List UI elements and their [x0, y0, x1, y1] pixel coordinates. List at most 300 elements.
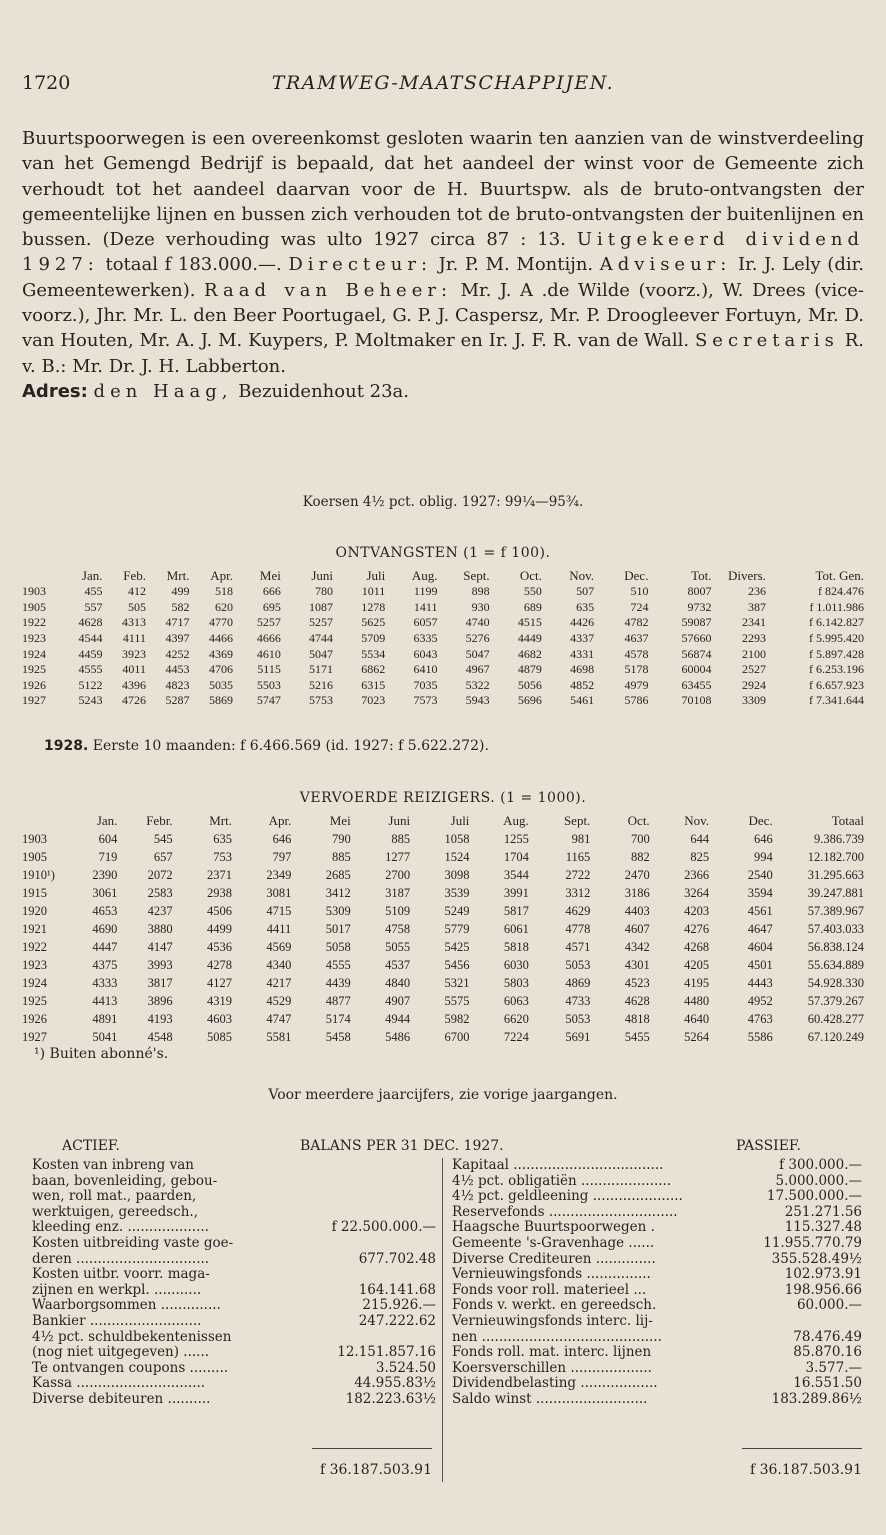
table-cell: 4319 [206, 993, 232, 1008]
table-cell: 4569 [266, 939, 292, 954]
table-cell: 5747 [256, 693, 281, 708]
table-row [22, 830, 864, 848]
table-cell: 5461 [570, 693, 595, 708]
note-year: 1928. [44, 738, 89, 754]
table-cell: 4411 [266, 921, 292, 936]
ontvangsten-header [22, 568, 864, 584]
table-cell: 2390 [92, 867, 118, 882]
balance-amount: 3.577.— [805, 1359, 862, 1376]
table-cell: 6061 [503, 921, 529, 936]
table-cell: 700 [630, 831, 650, 846]
raad-label: Raad van Beheer: [204, 279, 453, 301]
balance-row [32, 1376, 436, 1392]
table-cell: 4607 [624, 921, 650, 936]
balance-label: Bankier .......................... [32, 1312, 202, 1329]
reizigers-header-row [22, 812, 864, 830]
row-year: 1915 [22, 885, 47, 900]
table-row [22, 920, 864, 938]
balance-row [452, 1236, 862, 1252]
balance-amount: 16.551.50 [793, 1375, 862, 1392]
ontvangsten-table [22, 568, 864, 709]
table-cell: 5122 [78, 677, 103, 692]
table-cell: 4515 [517, 615, 542, 630]
balans-header [0, 1138, 886, 1156]
adres-label: Adres: [22, 380, 88, 402]
secretaris-value: R. v. B.: Mr. Dr. J. H. Labberton. [22, 330, 864, 377]
table-cell: 3061 [92, 885, 118, 900]
table-cell: 6700 [444, 1029, 470, 1044]
directeur-value: Jr. P. M. Montijn. [438, 254, 594, 276]
table-row [22, 848, 864, 866]
table-cell: 1704 [503, 849, 529, 864]
table-cell: 4747 [266, 1011, 292, 1026]
balance-row [452, 1205, 862, 1221]
table-cell: 3539 [444, 885, 470, 900]
table-cell: f 5.897.428 [809, 646, 864, 661]
table-cell: 4877 [325, 993, 351, 1008]
balance-label: 4½ pct. schuldbekentenissen [32, 1328, 232, 1345]
table-cell: 4682 [517, 646, 542, 661]
table-cell: 3081 [266, 885, 292, 900]
table-cell: 797 [272, 849, 292, 864]
table-row [22, 600, 864, 616]
table-row [22, 631, 864, 647]
table-cell: 5581 [266, 1029, 292, 1044]
table-cell: f 5.995.420 [809, 631, 864, 646]
table-cell: 4443 [747, 975, 773, 990]
raad-value: Mr. J. A .de Wilde (voorz.), W. Drees (vice-voorz.), Jhr. Mr. L. den Beer Poortugael, G. P. J. Caspersz, Mr. P. Droogleever Fortuyn, Mr. D. van Houten, Mr. A. J. M. Kuypers, P. Moltmaker en Ir. J. F. R. van de Wall. [22, 279, 864, 352]
table-cell: 2072 [147, 867, 173, 882]
balance-row [32, 1392, 436, 1408]
table-cell: 4466 [208, 631, 233, 646]
table-cell: 4205 [684, 957, 710, 972]
table-cell: 5257 [309, 615, 334, 630]
table-cell: 4698 [570, 662, 595, 677]
table-cell: 825 [690, 849, 710, 864]
balance-label: 4½ pct. geldleening ..................... [452, 1188, 683, 1205]
table-cell: 6410 [413, 662, 438, 677]
balance-row [452, 1267, 862, 1283]
row-year: 1923 [22, 957, 47, 972]
directeur-label: Directeur: [288, 254, 433, 276]
ontvangsten-body [22, 584, 864, 709]
balance-row [452, 1330, 862, 1346]
table-cell: 4715 [266, 903, 292, 918]
table-cell: 5309 [325, 903, 351, 918]
reizigers-header [22, 812, 864, 830]
balance-amount: 3.524.50 [375, 1359, 436, 1376]
ontvangsten-header-row [22, 568, 864, 584]
table-cell: 6315 [361, 677, 386, 692]
balance-label: Kosten uitbr. voorr. maga- [32, 1266, 210, 1283]
balance-row [32, 1361, 436, 1377]
dividend-label: Uitgekeerd dividend 1927: [22, 229, 865, 276]
table-cell: 4499 [206, 921, 232, 936]
ontvangsten-column-header: Nov. [569, 568, 595, 583]
table-cell: 3923 [121, 646, 146, 661]
ontvangsten-column-header [22, 568, 55, 584]
ontvangsten-column-header: Divers. [728, 568, 766, 583]
table-cell: 7035 [413, 677, 438, 692]
table-cell: 3309 [741, 693, 766, 708]
table-cell: f 1.011.986 [809, 599, 864, 614]
table-cell: 5455 [624, 1029, 650, 1044]
table-row [22, 678, 864, 694]
table-cell: 6043 [413, 646, 438, 661]
table-cell: 4203 [684, 903, 710, 918]
reizigers-column-header: Febr. [146, 813, 173, 828]
table-cell: 5322 [465, 677, 490, 692]
balance-label: Te ontvangen coupons ......... [32, 1359, 229, 1376]
table-cell: 4770 [208, 615, 233, 630]
table-cell: 5817 [503, 903, 529, 918]
balance-label: Diverse debiteuren .......... [32, 1390, 211, 1407]
table-cell: 6335 [413, 631, 438, 646]
table-row [22, 902, 864, 920]
table-cell: 4944 [385, 1011, 411, 1026]
balance-label: (nog niet uitgegeven) ...... [32, 1344, 210, 1361]
table-cell: 6862 [361, 662, 386, 677]
table-cell: 4111 [122, 631, 146, 646]
table-cell: 4782 [624, 615, 649, 630]
row-year: 1924 [22, 646, 46, 661]
table-row [22, 974, 864, 992]
table-row [22, 1028, 864, 1046]
balance-row [452, 1314, 862, 1330]
table-cell: 4439 [325, 975, 351, 990]
balance-label: Fonds roll. mat. interc. lijnen [452, 1344, 652, 1361]
table-cell: 4447 [92, 939, 118, 954]
reizigers-column-header: Dec. [748, 813, 773, 828]
table-cell: 898 [471, 584, 490, 599]
table-cell: 5321 [444, 975, 470, 990]
row-year: 1920 [22, 903, 47, 918]
table-cell: 4647 [747, 921, 773, 936]
table-cell: 4555 [78, 662, 103, 677]
table-cell: 4628 [624, 993, 650, 1008]
table-cell: 5456 [444, 957, 470, 972]
table-cell: 5171 [309, 662, 334, 677]
table-cell: 4979 [624, 677, 649, 692]
table-cell: 5575 [444, 993, 470, 1008]
table-cell: 4818 [624, 1011, 650, 1026]
table-cell: 5425 [444, 939, 470, 954]
table-cell: 635 [213, 831, 232, 846]
table-cell: 2583 [147, 885, 173, 900]
balance-row [32, 1189, 436, 1205]
ontvangsten-column-header: Sept. [463, 568, 490, 583]
balance-amount: 355.528.49½ [771, 1250, 862, 1267]
ontvangsten-column-header: Feb. [123, 568, 146, 583]
page-number: 1720 [22, 72, 71, 94]
balance-row [32, 1174, 436, 1190]
table-row [22, 615, 864, 631]
balance-label: kleeding enz. ................... [32, 1219, 209, 1236]
balance-label: Dividendbelasting .................. [452, 1375, 658, 1392]
table-cell: 4823 [165, 677, 190, 692]
reizigers-body [22, 830, 864, 1046]
table-cell: 57660 [681, 631, 712, 646]
balans-title: BALANS PER 31 DEC. 1927. [300, 1138, 504, 1154]
table-cell: 4690 [92, 921, 118, 936]
table-cell: 2938 [206, 885, 232, 900]
table-cell: 4726 [121, 693, 146, 708]
table-cell: 4952 [747, 993, 773, 1008]
balance-amount: 78.476.49 [793, 1328, 862, 1345]
table-cell: 4763 [747, 1011, 773, 1026]
table-cell: 505 [127, 599, 146, 614]
reizigers-column-header: Totaal [831, 813, 864, 828]
row-year: 1923 [22, 631, 46, 646]
table-cell: 4733 [565, 993, 591, 1008]
table-cell: 5174 [325, 1011, 351, 1026]
balance-label: wen, roll mat., paarden, [32, 1188, 197, 1205]
table-cell: 4706 [208, 662, 233, 677]
table-cell: 3544 [503, 867, 529, 882]
table-cell: 4340 [266, 957, 292, 972]
balance-amount: 182.223.63½ [345, 1390, 436, 1407]
reizigers-column-header [22, 812, 60, 830]
table-cell: 60.428.277 [807, 1011, 864, 1026]
ontvangsten-column-header: Juli [366, 568, 386, 583]
adres-value: Bezuidenhout 23a. [238, 380, 410, 402]
table-cell: 412 [127, 584, 146, 599]
reizigers-column-header: Nov. [684, 813, 710, 828]
reizigers-column-header: Juni [388, 813, 411, 828]
table-cell: 620 [214, 599, 233, 614]
reizigers-column-header: Mei [329, 813, 351, 828]
table-cell: 5109 [385, 903, 411, 918]
table-cell: 4555 [325, 957, 351, 972]
table-cell: 4375 [92, 957, 118, 972]
passief-label: PASSIEF. [736, 1138, 801, 1154]
table-cell: 4237 [147, 903, 173, 918]
table-cell: 1087 [309, 599, 334, 614]
table-cell: f 7.341.644 [809, 693, 864, 708]
table-cell: 2722 [565, 867, 591, 882]
reizigers-column-header: Mrt. [209, 813, 232, 828]
row-year: 1903 [22, 584, 46, 599]
ontvangsten-column-header: Oct. [519, 568, 542, 583]
table-cell: 6057 [413, 615, 438, 630]
table-cell: 5625 [361, 615, 386, 630]
table-cell: 6063 [503, 993, 529, 1008]
table-cell: 695 [262, 599, 281, 614]
table-cell: 557 [84, 599, 103, 614]
reizigers-column-header: Jan. [96, 813, 118, 828]
table-cell: 56.838.124 [807, 939, 864, 954]
table-cell: 2100 [741, 646, 766, 661]
table-cell: 4331 [570, 646, 595, 661]
total-actief: f 36.187.503.91 [319, 1462, 432, 1478]
reizigers-footnote: ¹) Buiten abonné's. [34, 1046, 169, 1062]
table-cell: 8007 [687, 584, 712, 599]
table-cell: 2924 [741, 677, 766, 692]
table-cell: 4301 [624, 957, 650, 972]
table-cell: 3993 [147, 957, 173, 972]
table-cell: 4403 [624, 903, 650, 918]
table-cell: 4529 [266, 993, 292, 1008]
total-rule-right [742, 1448, 862, 1449]
balance-row [32, 1252, 436, 1268]
table-cell: 2540 [747, 867, 773, 882]
ontvangsten-column-header: Tot. Gen. [815, 568, 864, 583]
note-text: Eerste 10 maanden: f 6.466.569 (id. 1927: f 5.622.272). [92, 738, 489, 754]
balance-row [452, 1376, 862, 1392]
table-row [22, 662, 864, 678]
table-cell: 994 [753, 849, 773, 864]
table-cell: 2527 [741, 662, 766, 677]
ontvangsten-column-header: Juni [311, 568, 334, 583]
table-cell: 4537 [385, 957, 411, 972]
balance-amount: 251.271.56 [784, 1203, 862, 1220]
table-cell: 5691 [565, 1029, 591, 1044]
row-year: 1910¹) [22, 867, 55, 882]
table-row [22, 646, 864, 662]
total-passief: f 36.187.503.91 [749, 1462, 862, 1478]
table-row [22, 884, 864, 902]
table-cell: 689 [523, 599, 542, 614]
table-cell: 4459 [78, 646, 103, 661]
table-cell: 5178 [624, 662, 649, 677]
table-row [22, 584, 864, 600]
table-cell: 4268 [684, 939, 710, 954]
table-cell: 3991 [503, 885, 529, 900]
balance-amount: 44.955.83½ [354, 1375, 436, 1392]
table-cell: f 6.142.827 [809, 615, 864, 630]
table-cell: 2366 [684, 867, 710, 882]
table-cell: 790 [331, 831, 351, 846]
table-cell: 4653 [92, 903, 118, 918]
table-cell: 5047 [465, 646, 490, 661]
table-cell: 4480 [684, 993, 710, 1008]
balance-label: Reservefonds .............................. [452, 1203, 678, 1220]
ontvangsten-column-header: Aug. [411, 568, 438, 583]
table-cell: 3817 [147, 975, 173, 990]
table-cell: 5503 [256, 677, 281, 692]
reizigers-column-header: Apr. [268, 813, 292, 828]
table-cell: 4397 [165, 631, 190, 646]
table-cell: 4413 [92, 993, 118, 1008]
table-cell: 5276 [465, 631, 490, 646]
table-cell: 4369 [208, 646, 233, 661]
balance-amount: 60.000.— [796, 1297, 862, 1314]
balance-amount: f 300.000.— [779, 1157, 862, 1173]
balance-label: Kapitaal ................................... [452, 1157, 664, 1173]
table-cell: 545 [153, 831, 173, 846]
table-cell: 3186 [624, 885, 650, 900]
table-cell: 4536 [206, 939, 232, 954]
table-row [22, 693, 864, 709]
table-cell: 4501 [747, 957, 773, 972]
balance-label: baan, bovenleiding, gebou- [32, 1172, 218, 1189]
balance-label: Fonds v. werkt. en gereedsch. [452, 1297, 657, 1314]
table-cell: 236 [747, 584, 766, 599]
table-cell: 5486 [385, 1029, 411, 1044]
table-cell: 56874 [681, 646, 712, 661]
balance-label: Koersverschillen ................... [452, 1359, 652, 1376]
row-year: 1927 [22, 1029, 47, 1044]
table-cell: 4337 [570, 631, 595, 646]
table-cell: 5696 [517, 693, 542, 708]
table-cell: 39.247.881 [807, 885, 864, 900]
table-cell: 5216 [309, 677, 334, 692]
table-cell: 5055 [385, 939, 411, 954]
row-year: 1925 [22, 993, 47, 1008]
balance-label: Saldo winst .......................... [452, 1390, 648, 1407]
table-cell: 2685 [325, 867, 351, 882]
table-cell: 4217 [266, 975, 292, 990]
table-cell: 4778 [565, 921, 591, 936]
table-cell: 7023 [361, 693, 386, 708]
balance-label: Vernieuwingsfonds interc. lij- [452, 1312, 653, 1329]
table-cell: 6030 [503, 957, 529, 972]
table-cell: 5779 [444, 921, 470, 936]
table-cell: 5458 [325, 1029, 351, 1044]
table-cell: 5056 [517, 677, 542, 692]
table-cell: 4869 [565, 975, 591, 990]
page-title: TRAMWEG-MAATSCHAPPIJEN. [271, 72, 615, 94]
table-cell: 4967 [465, 662, 490, 677]
total-rule-left [312, 1448, 432, 1449]
table-cell: 4604 [747, 939, 773, 954]
table-cell: 930 [471, 599, 490, 614]
table-cell: 4603 [206, 1011, 232, 1026]
table-cell: 4544 [78, 631, 103, 646]
table-cell: 4840 [385, 975, 411, 990]
table-cell: 5041 [92, 1029, 118, 1044]
table-cell: 5017 [325, 921, 351, 936]
table-cell: 4628 [78, 615, 103, 630]
table-cell: 4640 [684, 1011, 710, 1026]
row-year: 1925 [22, 662, 46, 677]
table-cell: 5709 [361, 631, 386, 646]
balance-row [452, 1283, 862, 1299]
ontvangsten-column-header: Tot. [691, 568, 712, 583]
table-cell: f 824.476 [818, 584, 864, 599]
balance-label: Waarborgsommen .............. [32, 1297, 221, 1314]
koersen-line: Koersen 4½ pct. oblig. 1927: 99¼—95¾. [302, 494, 584, 510]
reizigers-column-header: Juli [450, 813, 470, 828]
table-cell: f 6.657.923 [809, 677, 864, 692]
table-cell: 67.120.249 [807, 1029, 864, 1044]
table-cell: 5047 [309, 646, 334, 661]
table-cell: 550 [523, 584, 542, 599]
table-cell: 3098 [444, 867, 470, 882]
table-cell: 4278 [206, 957, 232, 972]
balance-amount: 183.289.86½ [771, 1390, 862, 1407]
table-cell: 4193 [147, 1011, 173, 1026]
row-year: 1922 [22, 615, 46, 630]
table-cell: 5786 [624, 693, 649, 708]
balance-label: nen .......................................... [452, 1328, 662, 1345]
balance-row [32, 1314, 436, 1330]
page-header [22, 72, 864, 98]
balans-passief [452, 1158, 862, 1408]
table-cell: 4571 [565, 939, 591, 954]
balance-amount: 677.702.48 [358, 1250, 436, 1267]
table-row [22, 1010, 864, 1028]
table-cell: 4561 [747, 903, 773, 918]
table-cell: 2371 [206, 867, 232, 882]
balance-row [32, 1236, 436, 1252]
table-cell: 719 [98, 849, 118, 864]
balance-row [32, 1345, 436, 1361]
ontvangsten-column-header: Dec. [624, 568, 649, 583]
table-cell: 4907 [385, 993, 411, 1008]
balans-actief [32, 1158, 436, 1408]
balance-row [32, 1283, 436, 1299]
